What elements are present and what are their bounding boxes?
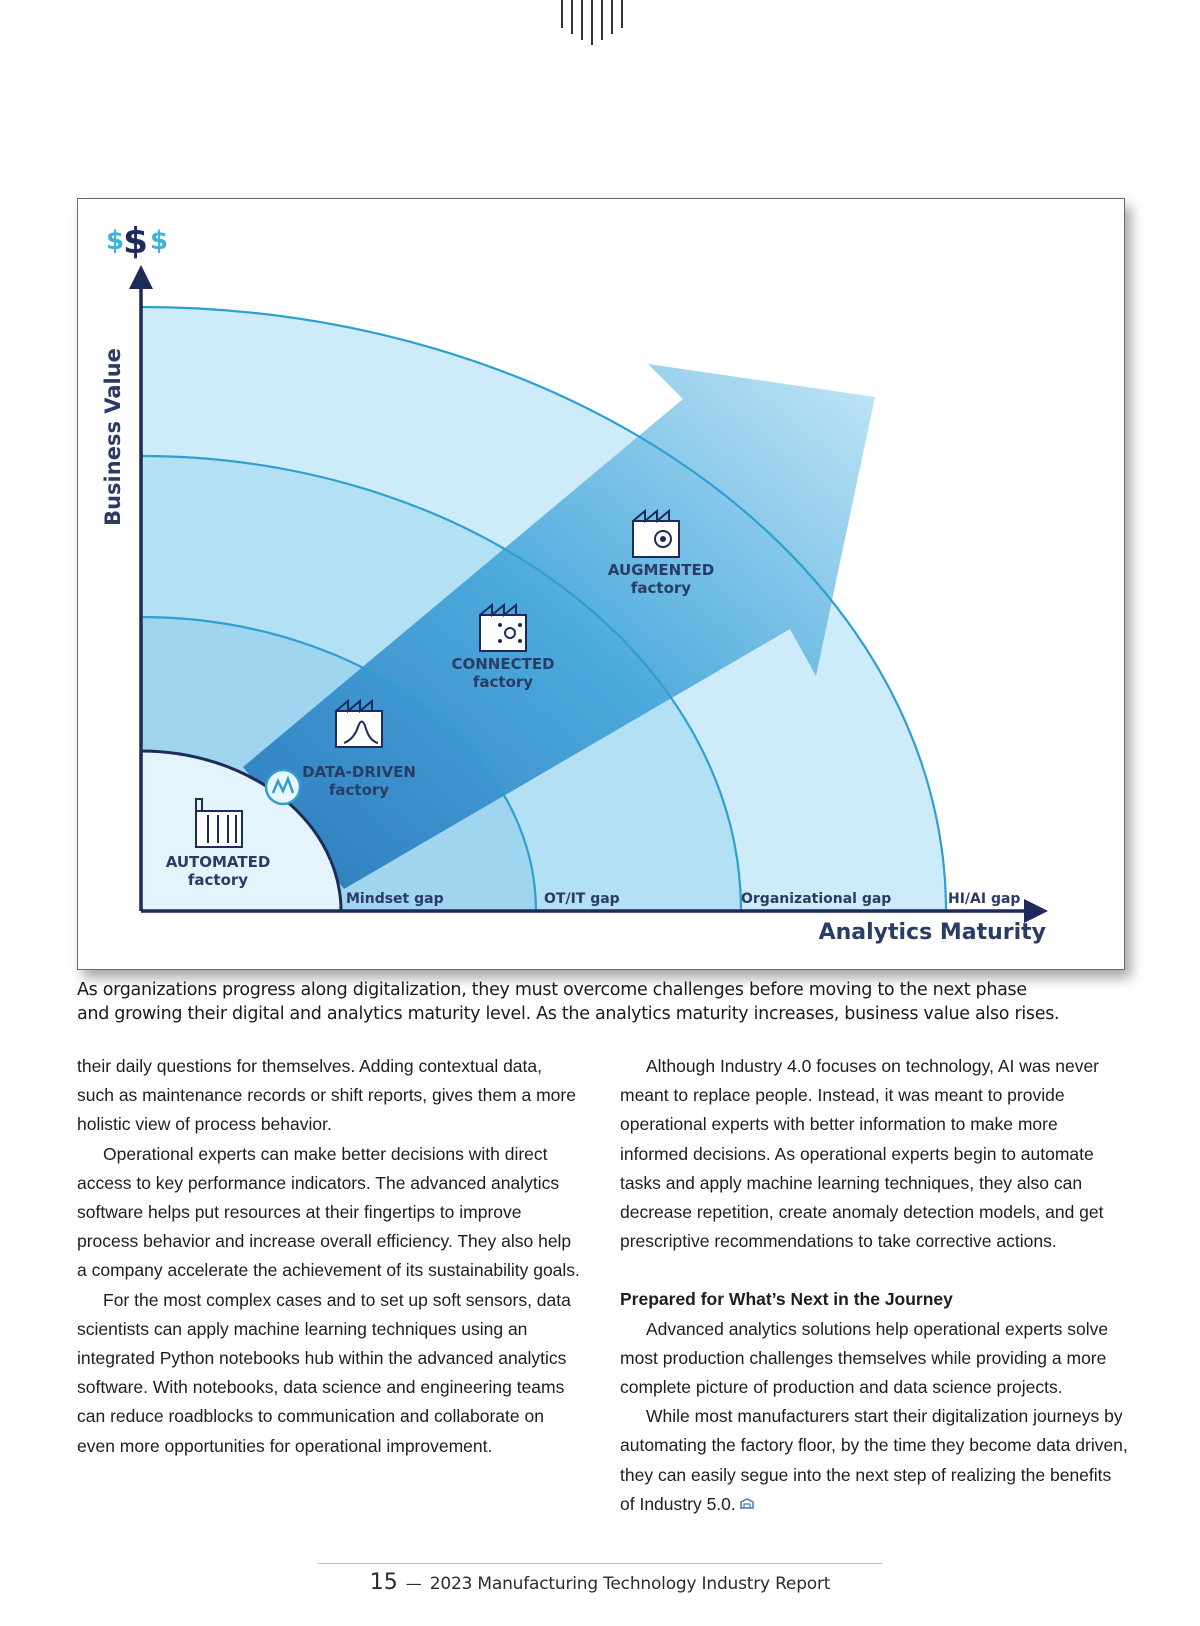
caption-line-2: and growing their digital and analytics maturity level. As the analytics maturity increases, business value also rises. [77,1004,1060,1024]
left-column [77,1052,582,1461]
stage-title-automated: AUTOMATED [165,853,271,871]
gap-label-ot-it: OT/IT gap [544,891,620,907]
currency-small-right: $ [150,226,169,256]
stage-title-data-driven: DATA-DRIVEN [302,763,416,781]
figure-caption [77,978,1137,1026]
y-axis-arrowhead [129,265,153,289]
stage-subtitle-automated: factory [187,871,249,889]
left-paragraph-3: For the most complex cases and to set up soft sensors, data scientists can apply machine learning techniques using an integrated Python notebooks hub within the advanced analytics software. With notebooks, data science and engineering teams can reduce roadblocks to communication and collaborate on even more opportunities for operational improvement. [77,1289,571,1456]
maturity-diagram [78,199,1124,969]
top-decoration-lines [560,0,640,48]
right-paragraph-3 [620,1402,1130,1519]
right-column [620,1052,1130,1519]
left-paragraph-2: Operational experts can make better decisions with direct access to key performance indicators. The advanced analytics software helps put resources at their fingertips to improve process behavior and increase overall efficiency. They also help a company accelerate the achievement of its sustainability goals. [77,1143,580,1281]
page-footer [0,1570,1200,1595]
caption-line-1: As organizations progress along digitalization, they must overcome challenges before moving to the next phase [77,980,1027,1000]
stage-title-augmented: AUGMENTED [607,561,715,579]
gap-label-mindset: Mindset gap [346,891,444,907]
stage-subtitle-augmented: factory [630,579,692,597]
x-axis-label: Analytics Maturity [818,920,1046,945]
gap-label-hi-ai: HI/AI gap [948,891,1021,907]
footer-dash: — [405,1574,422,1593]
right-paragraph-2: Advanced analytics solutions help operational experts solve most production challenges themselves while providing a more complete picture of production and data science projects. [620,1318,1109,1398]
gap-label-organizational: Organizational gap [741,891,892,907]
currency-large: $ [123,221,149,262]
currency-small-left: $ [106,226,125,256]
footer-title: 2023 Manufacturing Technology Industry Report [429,1574,831,1594]
left-paragraph-1: their daily questions for themselves. Adding contextual data, such as maintenance records or shift reports, gives them a more holistic view of process behavior. [77,1056,576,1135]
right-paragraph-1: Although Industry 4.0 focuses on technology, AI was never meant to replace people. Instead, it was meant to provide operational experts with better information to make more informed decisions. As operational experts begin to automate tasks and apply machine learning techniques, they also can decrease repetition, create anomaly detection models, and get prescriptive recommendations to take corrective actions. [620,1056,1104,1252]
stage-subtitle-connected: factory [472,673,534,691]
stage-subtitle-data-driven: factory [328,781,390,799]
section-heading: Prepared for What’s Next in the Journey [620,1289,953,1310]
stage-title-connected: CONNECTED [451,655,555,673]
page-number: 15 [369,1570,398,1595]
end-mark-icon [740,1498,754,1510]
analytics-wave-badge [266,770,300,804]
digitalization-journey-figure [77,198,1125,970]
y-axis-label: Business Value [101,348,125,526]
right-paragraph-3-text: While most manufacturers start their digitalization journeys by automating the factory floor, by the time they become data driven, they can easily segue into the next step of realizing the benefits of Industry 5.0. [620,1406,1128,1514]
footer-divider [318,1563,882,1564]
